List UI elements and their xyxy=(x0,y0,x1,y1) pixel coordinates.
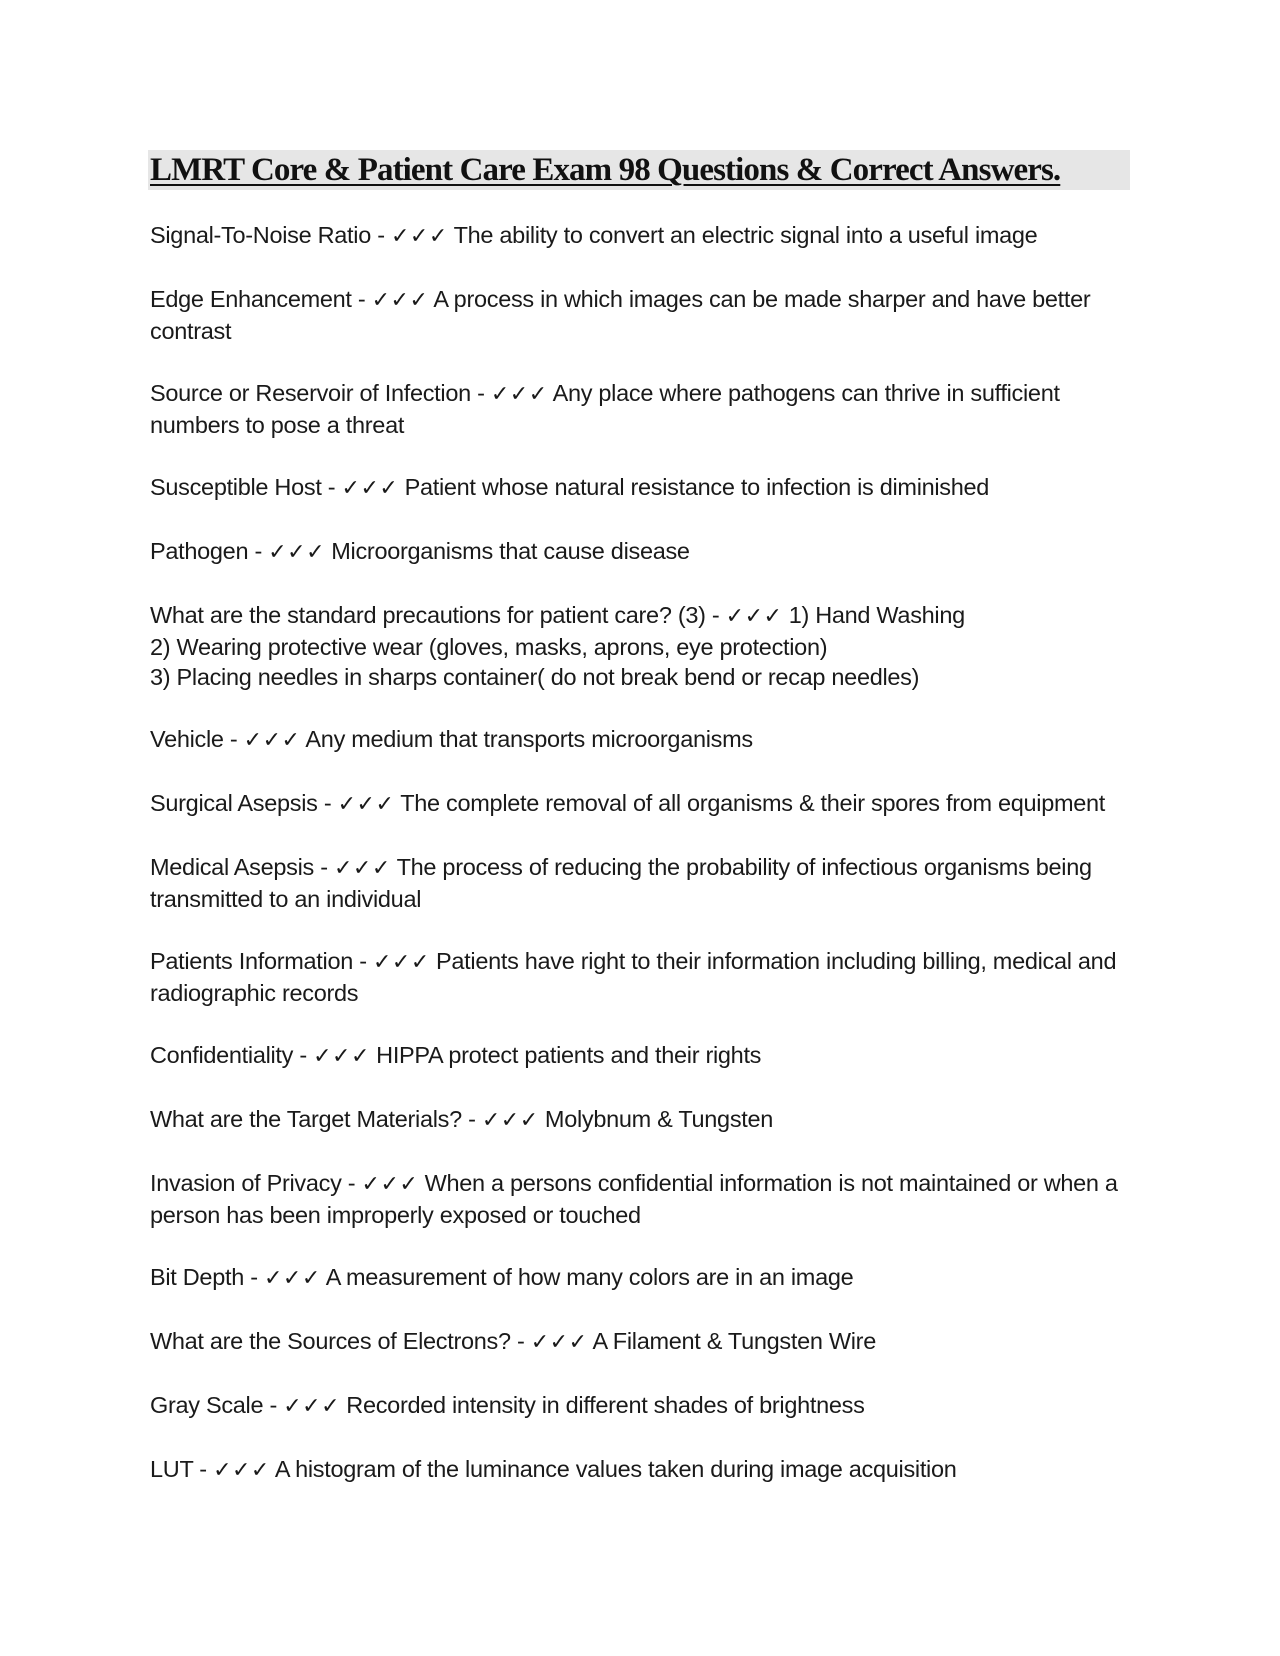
checkmarks-icon: ✓✓✓ xyxy=(725,604,783,629)
qa-entry xyxy=(150,1040,1140,1072)
entry-term: Vehicle xyxy=(150,726,224,752)
entry-answer: A measurement of how many colors are in an image xyxy=(325,1264,854,1290)
entry-term: Bit Depth xyxy=(150,1264,244,1290)
checkmarks-icon: ✓✓✓ xyxy=(283,1394,341,1419)
checkmarks-icon: ✓✓✓ xyxy=(243,728,301,753)
entry-separator: - xyxy=(370,222,391,248)
entry-answer: Any medium that transports microorganisms xyxy=(305,726,753,752)
entry-separator: - xyxy=(470,380,491,406)
qa-entry xyxy=(150,1262,1140,1294)
checkmarks-icon: ✓✓✓ xyxy=(337,792,395,817)
entry-term: Edge Enhancement xyxy=(150,286,352,312)
entry-answer: When a persons confidential information is not maintained or when a person has been improperly exposed or touched xyxy=(150,1170,1118,1228)
qa-entry xyxy=(150,600,1140,692)
checkmarks-icon: ✓✓✓ xyxy=(263,1266,321,1291)
entry-separator: - xyxy=(263,1392,284,1418)
qa-entry xyxy=(150,378,1140,440)
entry-separator: - xyxy=(510,1328,531,1354)
entry-separator: - xyxy=(317,790,338,816)
entry-answer: A histogram of the luminance values taken during image acquisition xyxy=(274,1456,957,1482)
qa-entry xyxy=(150,724,1140,756)
qa-list xyxy=(150,220,1140,1486)
qa-entry xyxy=(150,472,1140,504)
entry-term: Confidentiality xyxy=(150,1042,294,1068)
checkmarks-icon: ✓✓✓ xyxy=(361,1172,419,1197)
entry-answer: Patients have right to their information including billing, medical and radiographic records xyxy=(150,948,1117,1006)
entry-answer: Microorganisms that cause disease xyxy=(331,538,690,564)
checkmarks-icon: ✓✓✓ xyxy=(390,224,448,249)
entry-term: Medical Asepsis xyxy=(150,854,314,880)
qa-entry xyxy=(150,788,1140,820)
qa-entry xyxy=(150,220,1140,252)
entry-term: Surgical Asepsis xyxy=(150,790,318,816)
qa-entry xyxy=(150,284,1140,346)
entry-term: Source or Reservoir of Infection xyxy=(150,380,471,406)
checkmarks-icon: ✓✓✓ xyxy=(371,288,429,313)
entry-term: Susceptible Host xyxy=(150,474,322,500)
entry-term: Invasion of Privacy xyxy=(150,1170,342,1196)
entry-separator: - xyxy=(314,854,334,880)
entry-answer: HIPPA protect patients and their rights xyxy=(376,1042,762,1068)
checkmarks-icon: ✓✓✓ xyxy=(372,950,430,975)
entry-separator: - xyxy=(193,1456,214,1482)
qa-entry xyxy=(150,1390,1140,1422)
entry-answer: The complete removal of all organisms & their spores from equipment xyxy=(400,790,1106,816)
entry-answer: Any place where pathogens can thrive in sufficient numbers to pose a threat xyxy=(150,380,1060,438)
qa-entry xyxy=(150,1168,1140,1230)
entry-term: What are the standard precautions for patient care? (3) xyxy=(150,602,706,628)
entry-separator: - xyxy=(341,1170,362,1196)
entry-answer: The process of reducing the probability of infectious organisms being transmitted to an individual xyxy=(150,854,1092,912)
entry-separator: - xyxy=(705,602,726,628)
qa-entry xyxy=(150,1104,1140,1136)
entry-term: LUT xyxy=(150,1456,194,1482)
checkmarks-icon: ✓✓✓ xyxy=(333,856,391,881)
entry-term: Pathogen xyxy=(150,538,249,564)
document-title: LMRT Core & Patient Care Exam 98 Questions & Correct Answers. xyxy=(150,152,1061,188)
entry-answer: The ability to convert an electric signal into a useful image xyxy=(453,222,1038,248)
entry-separator: - xyxy=(321,474,342,500)
entry-answer: A process in which images can be made sharper and have better contrast xyxy=(150,286,1091,344)
entry-separator: - xyxy=(243,1264,264,1290)
entry-separator: - xyxy=(248,538,269,564)
entry-separator: - xyxy=(293,1042,314,1068)
qa-entry xyxy=(150,1326,1140,1358)
checkmarks-icon: ✓✓✓ xyxy=(213,1458,270,1483)
entry-separator: - xyxy=(223,726,244,752)
checkmarks-icon: ✓✓✓ xyxy=(313,1044,370,1069)
qa-entry xyxy=(150,1454,1140,1486)
entry-term: What are the Target Materials? xyxy=(150,1106,462,1132)
qa-entry xyxy=(150,536,1140,568)
entry-answer: 1) Hand Washing 2) Wearing protective wear (gloves, masks, aprons, eye protection) 3) Placing needles in sharps container( do not break bend or recap needles) xyxy=(150,602,965,690)
entry-term: Patients Information xyxy=(150,948,353,974)
entry-term: What are the Sources of Electrons? xyxy=(150,1328,511,1354)
entry-separator: - xyxy=(461,1106,482,1132)
entry-answer: A Filament & Tungsten Wire xyxy=(592,1328,876,1354)
entry-separator: - xyxy=(353,948,373,974)
qa-entry xyxy=(150,946,1140,1008)
checkmarks-icon: ✓✓✓ xyxy=(341,476,399,501)
checkmarks-icon: ✓✓✓ xyxy=(481,1108,539,1133)
entry-term: Signal-To-Noise Ratio xyxy=(150,222,371,248)
checkmarks-icon: ✓✓✓ xyxy=(490,382,548,407)
entry-answer: Recorded intensity in different shades of brightness xyxy=(346,1392,865,1418)
entry-separator: - xyxy=(351,286,372,312)
entry-answer: Patient whose natural resistance to infection is diminished xyxy=(404,474,990,500)
checkmarks-icon: ✓✓✓ xyxy=(530,1330,588,1355)
entry-answer: Molybnum & Tungsten xyxy=(544,1106,774,1132)
entry-term: Gray Scale xyxy=(150,1392,264,1418)
qa-entry xyxy=(150,852,1140,914)
checkmarks-icon: ✓✓✓ xyxy=(268,540,326,565)
